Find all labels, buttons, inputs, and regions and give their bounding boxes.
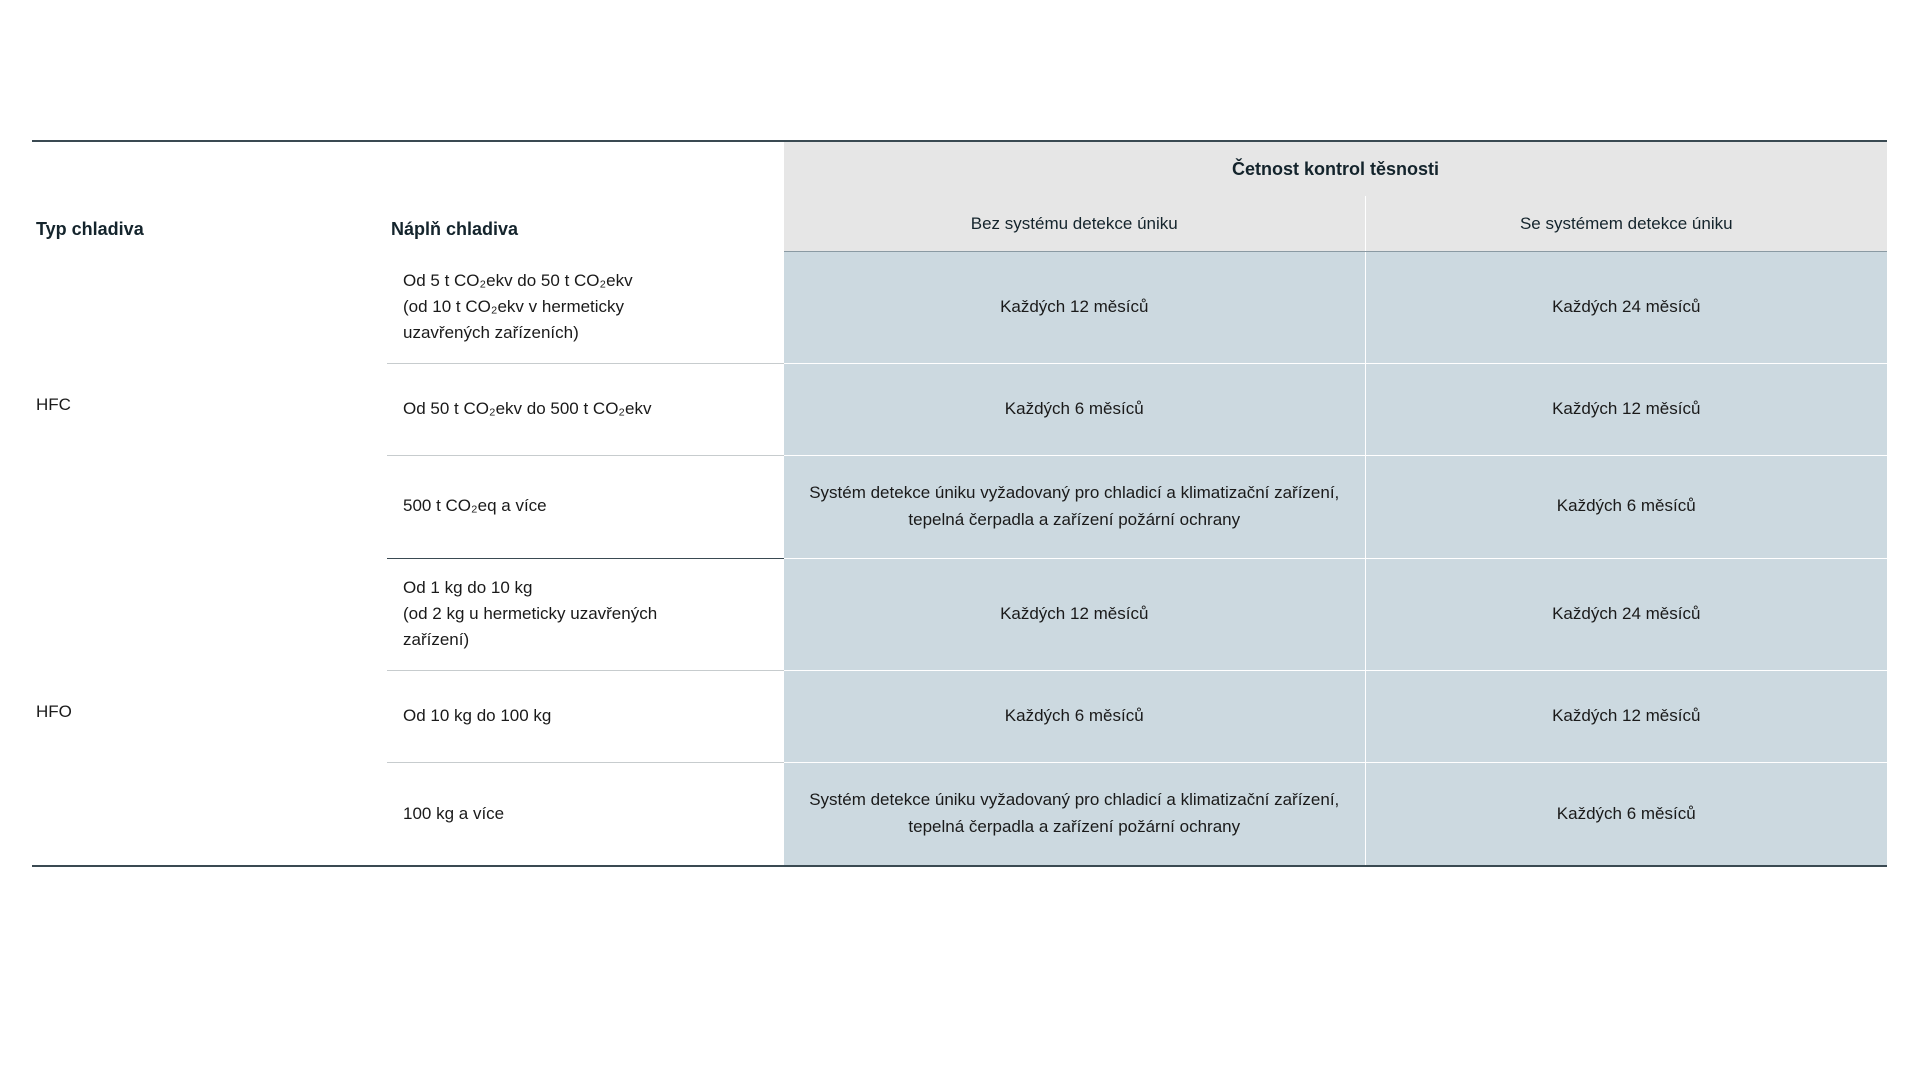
charge-line: uzavřených zařízeních) [403, 323, 579, 343]
table-row [32, 558, 1887, 670]
cell-frequency-without-detection: Systém detekce úniku vyžadovaný pro chladicí a klimatizační zařízení, tepelná čerpadla a zařízení požární ochrany [784, 455, 1365, 558]
header-label-with-detection: Se systémem detekce úniku [1365, 196, 1887, 252]
header-row-group [32, 141, 1887, 196]
cell-frequency-with-detection: Každých 6 měsíců [1365, 455, 1887, 558]
cell-frequency-with-detection: Každých 12 měsíců [1365, 670, 1887, 762]
table-row [32, 252, 1887, 364]
cell-charge [387, 670, 784, 762]
cell-type-hfo: HFO [32, 558, 387, 865]
charge-line: Od 1 kg do 10 kg [403, 577, 533, 597]
charge-line: 100 kg a více [403, 803, 505, 823]
table-header [32, 141, 1887, 252]
table-body [32, 252, 1887, 866]
table-bottom-rule [32, 865, 1887, 867]
header-label-charge: Náplň chladiva [391, 218, 519, 239]
leak-check-frequency-table [32, 140, 1887, 865]
charge-line: Od 50 t CO₂ekv do 500 t CO₂ekv [403, 398, 652, 418]
header-cell-type [32, 141, 387, 252]
cell-charge [387, 455, 784, 558]
header-cell-charge [387, 141, 784, 252]
charge-line: Od 10 kg do 100 kg [403, 705, 552, 725]
cell-frequency-with-detection: Každých 24 měsíců [1365, 558, 1887, 670]
cell-frequency-without-detection: Každých 12 měsíců [784, 252, 1365, 364]
cell-frequency-without-detection: Systém detekce úniku vyžadovaný pro chladicí a klimatizační zařízení, tepelná čerpadla a zařízení požární ochrany [784, 762, 1365, 865]
cell-frequency-without-detection: Každých 12 měsíců [784, 558, 1365, 670]
cell-charge [387, 558, 784, 670]
cell-type-hfc: HFC [32, 252, 387, 559]
charge-line: (od 10 t CO₂ekv v hermeticky [403, 296, 625, 316]
charge-line: 500 t CO₂eq a více [403, 496, 547, 516]
cell-frequency-with-detection: Každých 12 měsíců [1365, 363, 1887, 455]
charge-line: Od 5 t CO₂ekv do 50 t CO₂ekv [403, 270, 633, 290]
cell-charge [387, 762, 784, 865]
charge-line: (od 2 kg u hermeticky uzavřených [403, 603, 658, 623]
header-label-frequency-group: Četnost kontrol těsnosti [784, 141, 1887, 196]
cell-frequency-with-detection: Každých 24 měsíců [1365, 252, 1887, 364]
header-label-without-detection: Bez systému detekce úniku [784, 196, 1365, 252]
cell-frequency-without-detection: Každých 6 měsíců [784, 670, 1365, 762]
cell-charge [387, 252, 784, 364]
cell-frequency-with-detection: Každých 6 měsíců [1365, 762, 1887, 865]
cell-frequency-without-detection: Každých 6 měsíců [784, 363, 1365, 455]
cell-charge [387, 363, 784, 455]
charge-line: zařízení) [403, 630, 470, 650]
header-label-type: Typ chladiva [36, 218, 144, 239]
